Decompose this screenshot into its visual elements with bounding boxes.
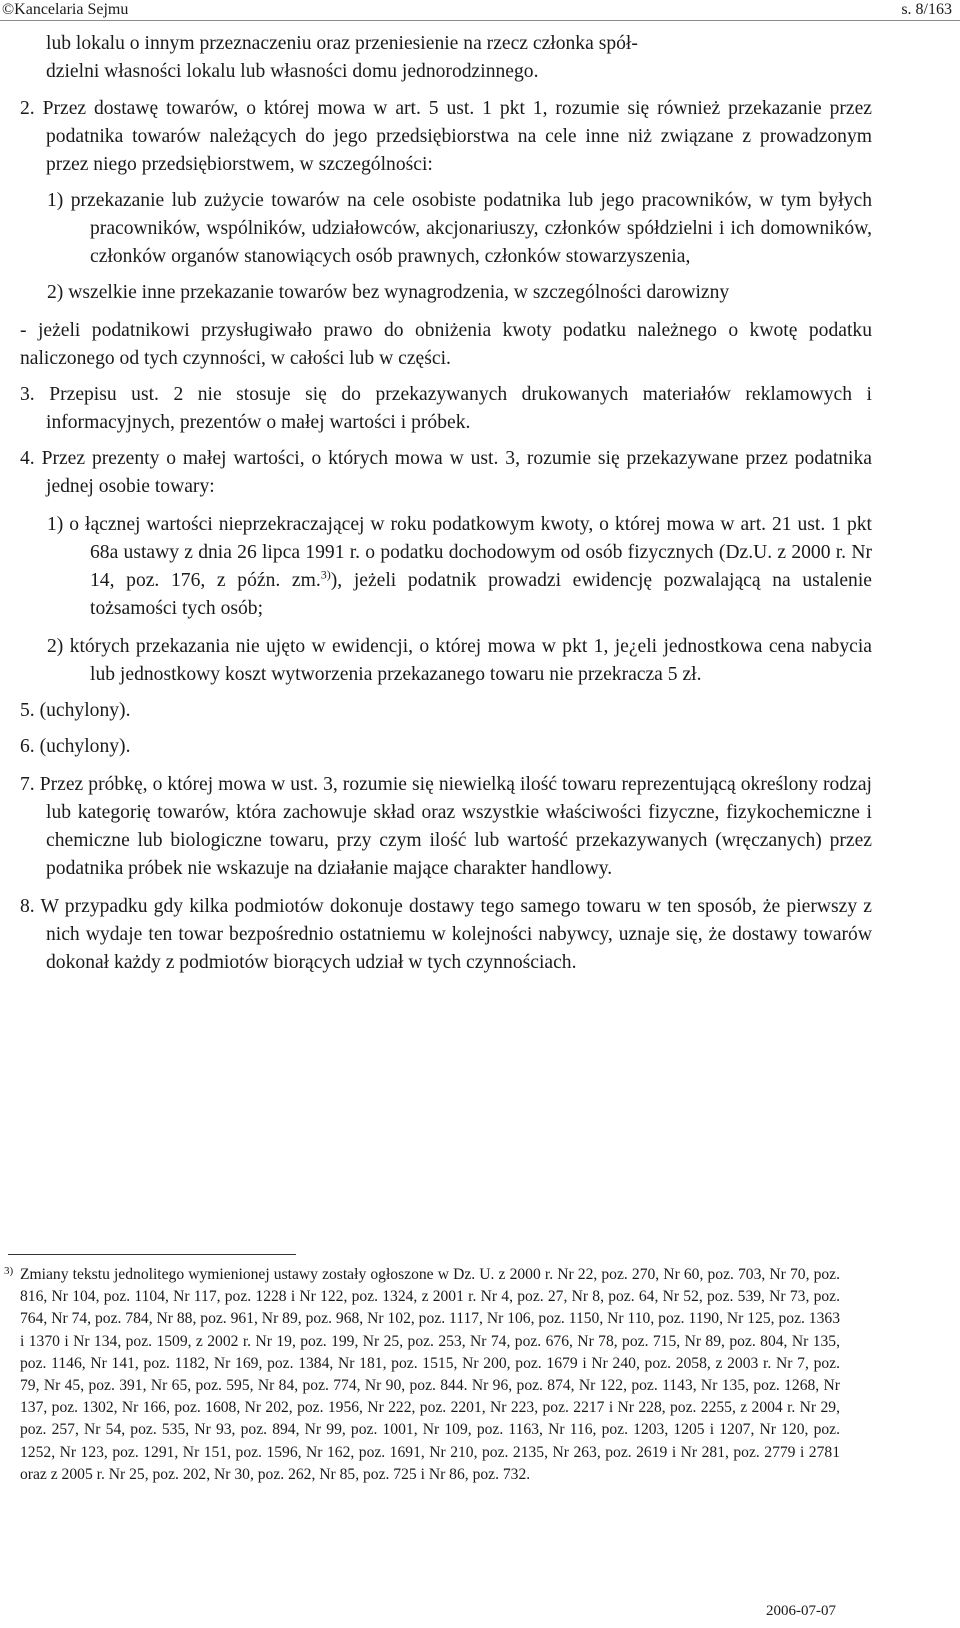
header-divider (0, 20, 960, 21)
paragraph-4: 4. Przez prezenty o małej wartości, o których mowa w ust. 3, rozumie się przekazywane przez podatnika jednej osobie towary: (20, 448, 872, 497)
page-number: s. 8/163 (901, 1, 952, 18)
paragraph-2-point-1: 1) przekazanie lub zużycie towarów na cele osobiste podatnika lub jego pracowników, w tym byłych pracowników, wspólników, udziałowców, akcjonariuszy, członków spółdzielni i ich domowników, członków organów stanowiących osób prawnych, członków stowarzyszenia, (47, 190, 872, 267)
paragraph-7: 7. Przez próbkę, o której mowa w ust. 3, rozumie się niewielką ilość towaru reprezentującą określony rodzaj lub kategorię towarów, która zachowuje skład oraz wszystkie właściwości fizyczne, fizykochemiczne i chemiczne lub biologiczne towaru, przy czym ilość lub wartość przekazywanych (wręczanych) przez podatnika próbek nie wskazuje na działanie mające charakter handlowy. (20, 774, 872, 879)
paragraph-2-closing: - jeżeli podatnikowi przysługiwało prawo do obniżenia kwoty podatku należnego o kwotę podatku naliczonego od tych czynności, w całości lub w części. (20, 320, 872, 369)
header-copyright: ©Kancelaria Sejmu (2, 1, 129, 18)
footnote-text: Zmiany tekstu jednolitego wymienionej ustawy zostały ogłoszone w Dz. U. z 2000 r. Nr 22, poz. 270, Nr 60, poz. 703, Nr 70, poz. 816, Nr 104, poz. 1104, Nr 117, poz. 1228 i Nr 122, poz. 1324, z 2001 r. Nr 4, poz. 27, Nr 8, poz. 64, Nr 52, poz. 539, Nr 73, poz. 764, Nr 74, poz. 784, Nr 88, poz. 961, Nr 89, poz. 968, Nr 102, poz. 1117, Nr 106, poz. 1150, Nr 110, poz. 1190, Nr 125, poz. 1363 i 1370 i Nr 134, poz. 1509, z 2002 r. Nr 19, poz. 199, Nr 25, poz. 253, Nr 74, poz. 676, Nr 78, poz. 715, Nr 89, poz. 804, Nr 135, poz. 1146, Nr 141, poz. 1182, Nr 169, poz. 1384, Nr 181, poz. 1515, Nr 200, poz. 1679 i Nr 240, poz. 2058, z 2003 r. Nr 7, poz. 79, Nr 45, poz. 391, Nr 65, poz. 595, Nr 84, poz. 774, Nr 90, poz. 844. Nr 96, poz. 874, Nr 122, poz. 1143, Nr 135, poz. 1268, Nr 137, poz. 1302, Nr 166, poz. 1608, Nr 202, poz. 1956, Nr 222, poz. 2201, Nr 223, poz. 2217 i Nr 228, poz. 2255, z 2004 r. Nr 29, poz. 257, Nr 54, poz. 535, Nr 93, poz. 894, Nr 99, poz. 1001, Nr 109, poz. 1163, Nr 116, poz. 1203, 1205 i 1207, Nr 120, poz. 1252, Nr 123, poz. 1291, Nr 151, poz. 1596, Nr 162, poz. 1691, Nr 210, poz. 2135, Nr 263, poz. 2619 i Nr 281, poz. 2779 i 2781 oraz z 2005 r. Nr 25, poz. 202, Nr 30, poz. 262, Nr 85, poz. 725 i Nr 86, poz. 732. (20, 1266, 840, 1483)
paragraph-continuation (20, 30, 872, 86)
paragraph-2: 2. Przez dostawę towarów, o której mowa w art. 5 ust. 1 pkt 1, rozumie się również przekazanie przez podatnika towarów należących do jego przedsiębiorstwa na cele inne niż związane z prowadzonym przez niego przedsiębiorstwem, w szczególności: (20, 98, 872, 175)
footnote-reference: 3) (320, 567, 331, 582)
continuation-line-1: lub lokalu o innym przeznaczeniu oraz przeniesienie na rzecz członka spół- (46, 33, 638, 54)
paragraph-4-point-1 (20, 511, 872, 623)
paragraph-5: 5. (uchylony). (20, 700, 131, 721)
paragraph-4-point-1-text-end: ), jeżeli podatnik prowadzi ewidencję pozwalającą na ustalenie tożsamości tych osób; (90, 570, 872, 619)
paragraph-4-point-2: 2) których przekazania nie ujęto w ewidencji, o której mowa w pkt 1, je¿eli jednostkowa cena nabycia lub jednostkowy koszt wytworzenia przekazanego towaru nie przekracza 5 zł. (47, 636, 872, 685)
footnote-divider (8, 1254, 296, 1255)
paragraph-6: 6. (uchylony). (20, 736, 131, 757)
continuation-line-2: dzielni własności lokalu lub własności domu jednorodzinnego. (46, 61, 539, 82)
paragraph-8: 8. W przypadku gdy kilka podmiotów dokonuje dostawy tego samego towaru w ten sposób, że pierwszy z nich wydaje ten towar bezpośrednio ostatniemu w kolejności nabywcy, uznaje się, że dostawy towarów dokonał każdy z podmiotów biorących udział w tych czynnościach. (20, 896, 872, 973)
paragraph-3: 3. Przepisu ust. 2 nie stosuje się do przekazywanych drukowanych materiałów reklamowych i informacyjnych, prezentów o małej wartości i próbek. (20, 384, 872, 433)
paragraph-4-point-1-text: 1) o łącznej wartości nieprzekraczającej w roku podatkowym kwoty, o której mowa w art. 21 ust. 1 pkt 68a ustawy z dnia 26 lipca 1991 r. o podatku dochodowym od osób fizycznych (Dz.U. z 2000 r. Nr 14, poz. 176, z późn. zm. (47, 514, 872, 591)
paragraph-2-point-2: 2) wszelkie inne przekazanie towarów bez wynagrodzenia, w szczególności darowizny (47, 282, 730, 303)
footnote (4, 1264, 840, 1486)
footer-date: 2006-07-07 (766, 1603, 836, 1619)
footnote-marker: 3) (4, 1265, 14, 1277)
document-body (20, 30, 872, 977)
